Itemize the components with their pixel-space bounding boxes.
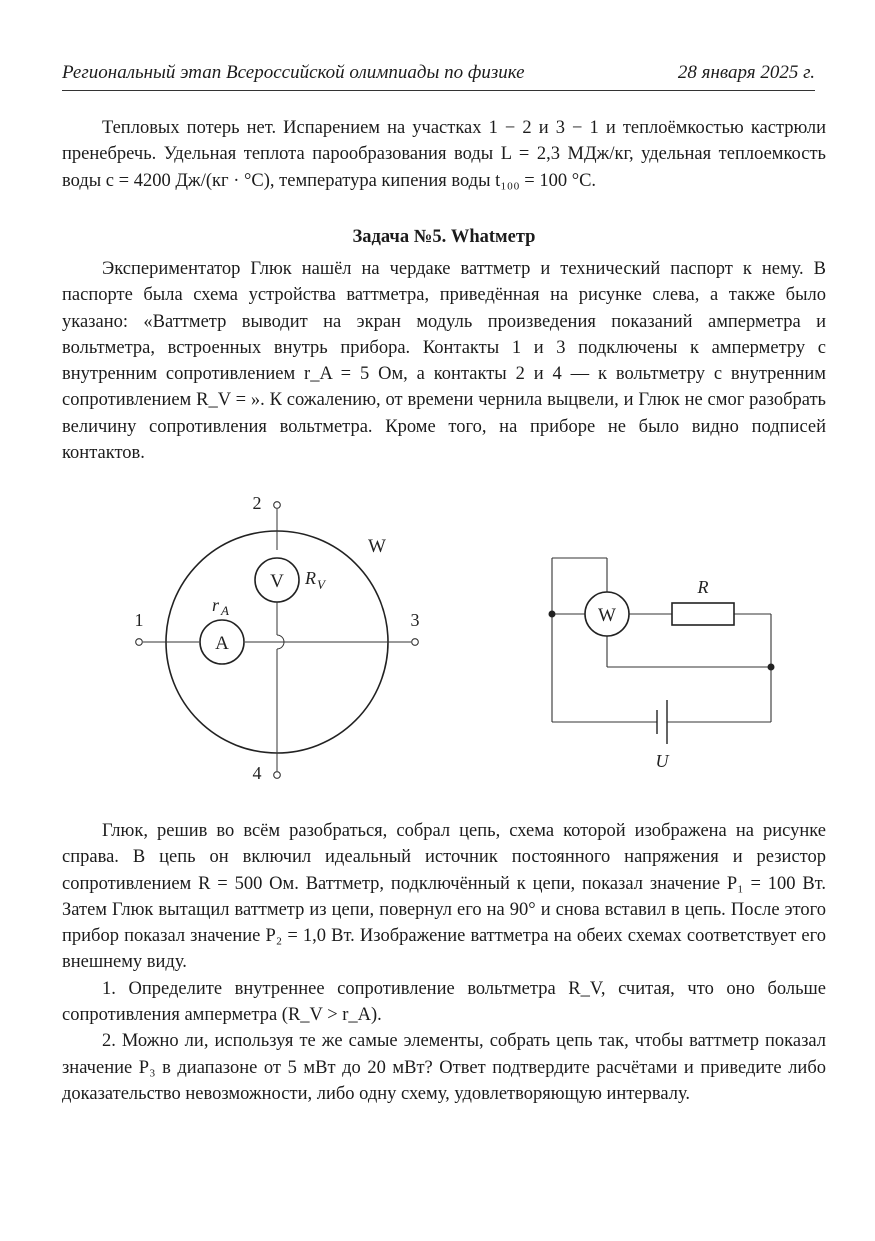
question-1: 1. Определите внутреннее сопротивление вольтметра R_V, считая, что оно больше сопротивления амперметра (R_V > r_A). [62, 978, 826, 1026]
svg-text:A: A [215, 633, 229, 654]
svg-text:V: V [317, 577, 325, 592]
problem-statement [62, 256, 826, 466]
resistor-symbol [672, 603, 734, 625]
intro-paragraph: Тепловых потерь нет. Испарением на участках 1 − 2 и 3 − 1 и теплоёмкостью кастрюли пренебречь. Удельная теплота парообразования воды L = 2,3 МДж/кг, удельная теплоемкость воды c = 4200 Дж/(кг · °C), температура кипения воды t₁₀₀ = 100 °C. [62, 118, 826, 191]
svg-text:2: 2 [252, 493, 262, 513]
svg-text:r: r [212, 595, 220, 615]
question-2: 2. Можно ли, используя те же самые элементы, собрать цепь так, чтобы ваттметр показал значение P₃ в диапазоне от 5 мВт до 20 мВт? Ответ подтвердите расчётами и приведите либо доказательство невозможности, либо одну схему, удовлетворяющую интервалу. [62, 1031, 826, 1104]
svg-text:R: R [305, 568, 316, 588]
svg-text:U: U [655, 751, 669, 771]
svg-text:V: V [270, 571, 284, 592]
header-olympiad: Региональный этап Всероссийской олимпиады по физике [62, 62, 525, 83]
svg-text:A: A [221, 603, 229, 618]
wattmeter-scheme-figure [120, 488, 440, 788]
svg-text:W: W [368, 536, 386, 557]
contact-3 [412, 639, 419, 646]
contact-1 [136, 639, 143, 646]
contact-4 [274, 772, 281, 779]
page-header [62, 60, 815, 91]
paragraph-device: Экспериментатор Глюк нашёл на чердаке ваттметр и технический паспорт к нему. В паспорте была схема устройства ваттметра, приведённая на рисунке слева, а также было указано: «Ваттметр выводит на экран модуль произведения показаний амперметра и вольтметра, встроенных внутрь прибора. Контакты 1 и 3 подключены к амперметру с внутренним сопротивлением r_A = 5 Ом, а контакты 2 и 4 — к вольтметру с внутренним сопротивлением R_V = ». К сожалению, от времени чернила выцвели, и Глюк не смог разобрать величину сопротивления вольтметра. Кроме того, на приборе не было видно подписей контактов. [62, 259, 826, 464]
header-date: 28 января 2025 г. [677, 62, 815, 83]
svg-text:1: 1 [134, 610, 144, 630]
svg-text:3: 3 [410, 610, 420, 630]
problem-title: Задача №5. Whatметр [352, 227, 536, 247]
svg-text:W: W [598, 605, 616, 626]
contact-2 [274, 502, 281, 509]
experiment-circuit-figure [540, 540, 790, 780]
experiment-text [62, 818, 826, 1107]
paragraph-experiment: Глюк, решив во всём разобраться, собрал цепь, схема которой изображена на рисунке справа. В цепь он включил идеальный источник постоянного напряжения и резистор сопротивлением R = 500 Ом. Ваттметр, подключённый к цепи, показал значение P₁ = 100 Вт. Затем Глюк вытащил ваттметр из цепи, повернул его на 90° и снова вставил в цепь. После этого прибор показал значение P₂ = 1,0 Вт. Изображение ваттметра на обеих схемах соответствует его внешнему виду. [62, 821, 826, 973]
svg-text:4: 4 [252, 763, 262, 783]
svg-text:R: R [697, 577, 709, 597]
